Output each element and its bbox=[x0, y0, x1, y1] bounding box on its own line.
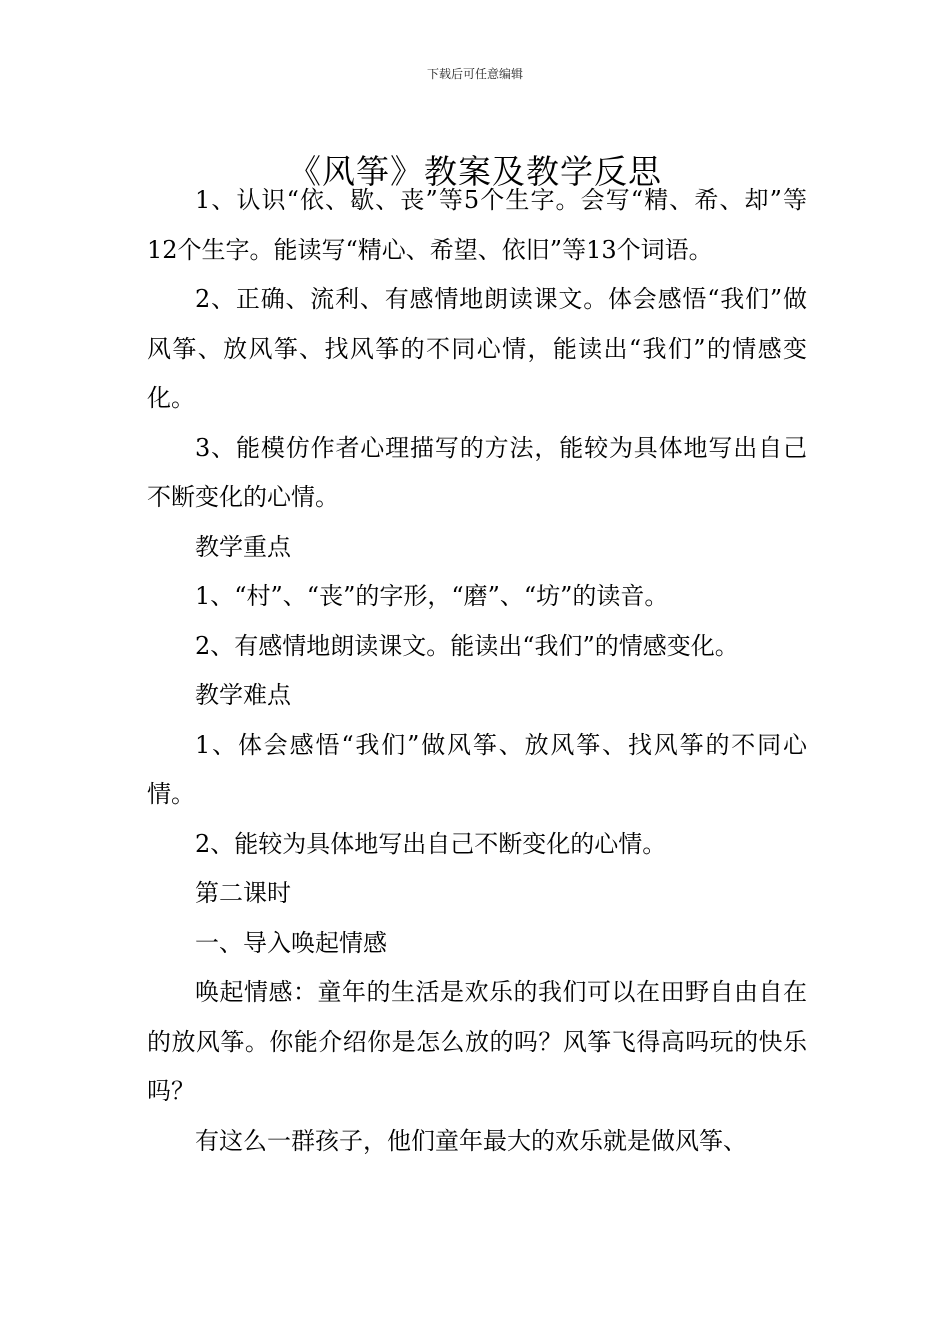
difficulty-1: 1、体会感悟“我们”做风筝、放风筝、找风筝的不同心情。 bbox=[147, 730, 807, 808]
objective-1-paragraph: 1、认识“依、歇、丧”等5个生字。会写“精、希、却”等12个生字。能读写“精心、希望、依旧”等13个词语。 bbox=[147, 186, 807, 264]
objective-2-paragraph: 2、正确、流利、有感情地朗读课文。体会感悟“我们”做风筝、放风筝、找风筝的不同心情，能读出“我们”的情感变化。 bbox=[147, 285, 807, 412]
objective-3-paragraph: 3、能模仿作者心理描写的方法，能较为具体地写出自己不断变化的心情。 bbox=[147, 433, 807, 511]
key-points-heading: 教学重点 bbox=[195, 532, 291, 561]
difficulties-heading: 教学难点 bbox=[195, 681, 291, 709]
section-1-heading: 一、导入唤起情感 bbox=[195, 928, 387, 957]
document-title: 《风筝》教案及教学反思 bbox=[288, 152, 662, 192]
second-lesson-heading: 第二课时 bbox=[195, 879, 291, 907]
document-body bbox=[147, 176, 807, 1166]
key-point-1: 1、“村”、“丧”的字形，“磨”、“坊”的读音。 bbox=[195, 582, 669, 610]
download-note: 下载后可任意编辑 bbox=[426, 67, 523, 81]
children-paragraph: 有这么一群孩子，他们童年最大的欢乐就是做风筝、 bbox=[195, 1126, 747, 1155]
difficulty-2: 2、能较为具体地写出自己不断变化的心情。 bbox=[195, 829, 667, 858]
evoke-emotion-paragraph: 唤起情感：童年的生活是欢乐的我们可以在田野自由自在的放风筝。你能介绍你是怎么放的吗？风筝飞得高吗玩的快乐吗？ bbox=[147, 978, 807, 1105]
key-point-2: 2、有感情地朗读课文。能读出“我们”的情感变化。 bbox=[195, 631, 739, 660]
